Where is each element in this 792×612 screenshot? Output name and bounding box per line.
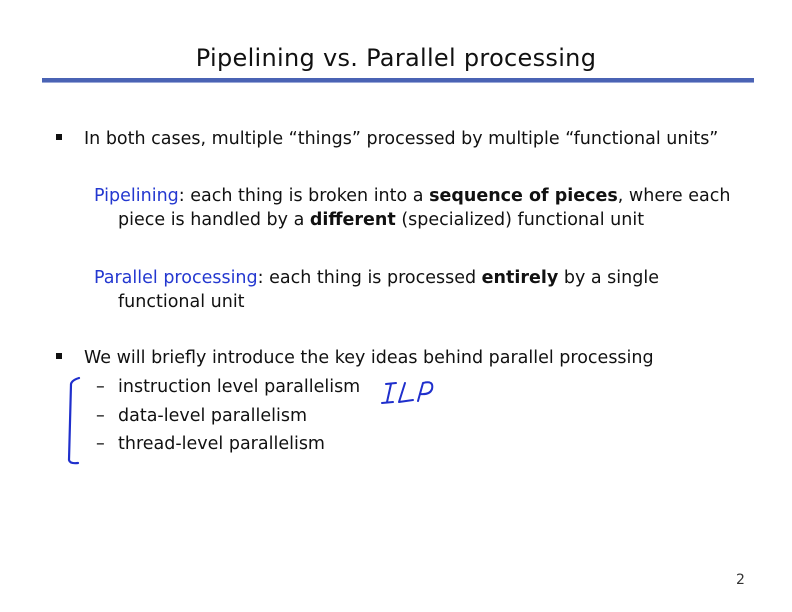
slide-title: Pipelining vs. Parallel processing [195, 44, 597, 72]
sub-dash: – [96, 406, 105, 426]
page-number: 2 [736, 572, 745, 588]
handwritten-bracket [69, 378, 79, 463]
sub-dash: – [96, 377, 105, 397]
bullet-text-parallel-ideas: We will briefly introduce the key ideas behind parallel processing [84, 348, 654, 368]
sub-item-dlp: data-level parallelism [118, 406, 308, 426]
handwritten-ilp [382, 382, 432, 403]
parallel-term: Parallel processing [94, 268, 258, 288]
pipelining-bold-a: sequence of pieces [429, 186, 618, 206]
sub-item-tlp: thread-level parallelism [118, 434, 325, 454]
pipelining-text-d: (specialized) functional unit [395, 210, 645, 230]
pipelining-term: Pipelining [94, 186, 179, 206]
parallel-line-2: functional unit [118, 292, 245, 312]
pipelining-text-a: : each thing is broken into a [178, 186, 430, 206]
sub-dash: – [96, 434, 105, 454]
pipelining-bold-b: different [309, 210, 396, 230]
parallel-bold-a: entirely [481, 268, 559, 288]
bullet-text-both-cases: In both cases, multiple “things” processed by multiple “functional units” [84, 129, 719, 149]
parallel-text-a: : each thing is processed [257, 268, 482, 288]
pipelining-text-c: piece is handled by a [118, 210, 310, 230]
sub-item-ilp: instruction level parallelism [118, 377, 361, 397]
parallel-text-b: by a single [558, 268, 659, 288]
pipelining-text-b: , where each [617, 186, 731, 206]
